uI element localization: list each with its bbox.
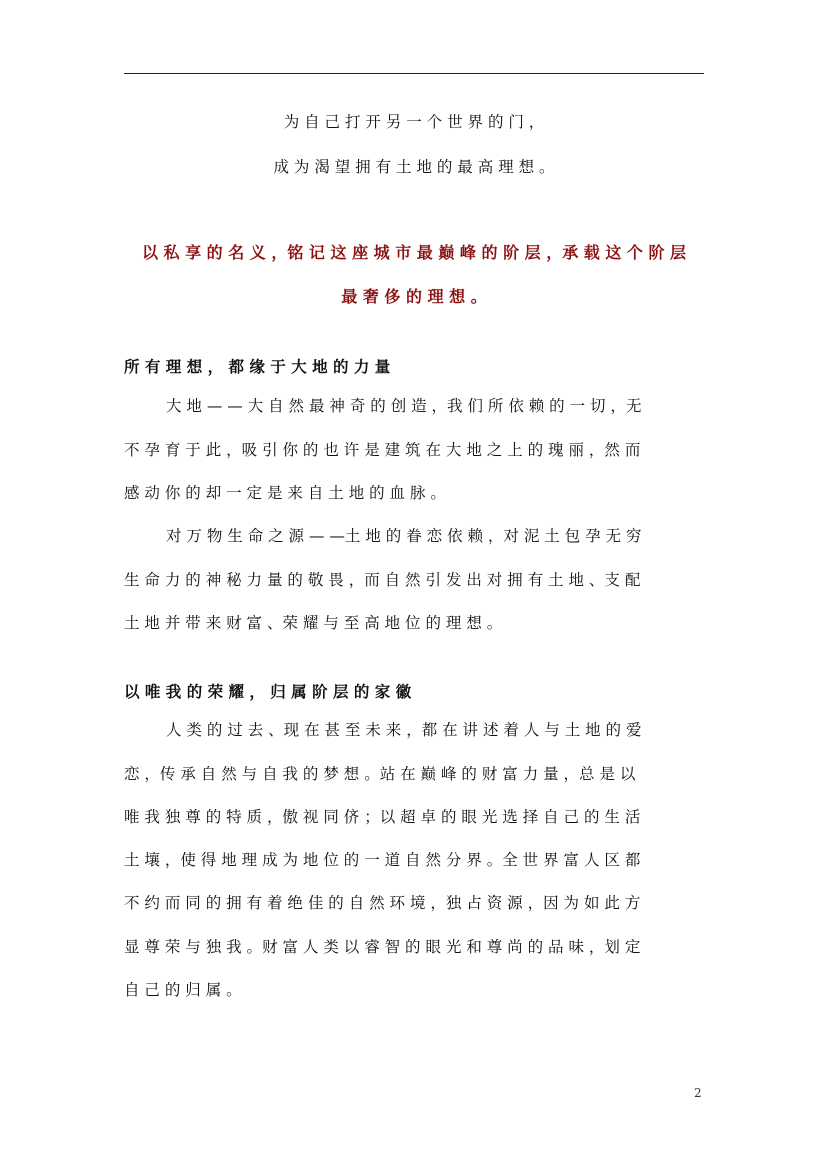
slogan-line-1: 以 私 享 的 名 义 ，铭 记 这 座 城 市 最 巅 峰 的 阶 层 ，承 载 这 个 阶 层: [141, 243, 687, 262]
paragraph-line: 显 尊 荣 与 独 我 。财 富 人 类 以 睿 智 的 眼 光 和 尊 尚 的 品 味 ，划 定: [124, 938, 641, 956]
section-2-heading: 以 唯 我 的 荣 耀 ， 归 属 阶 层 的 家 徽: [124, 683, 412, 701]
intro-line-2: 成 为 渴 望 拥 有 土 地 的 最 高 理 想 。: [273, 158, 555, 176]
paragraph-line: 对 万 物 生 命 之 源 — —土 地 的 眷 恋 依 赖 ，对 泥 土 包 孕 无 穷: [166, 527, 642, 545]
paragraph-line: 感 动 你 的 却 一 定 是 来 自 土 地 的 血 脉 。: [124, 484, 446, 502]
paragraph-line: 土 地 并 带 来 财 富 、荣 耀 与 至 高 地 位 的 理 想 。: [124, 614, 503, 632]
paragraph-line: 自 己 的 归 属 。: [124, 981, 242, 999]
paragraph-line: 土 壤 ，使 得 地 理 成 为 地 位 的 一 道 自 然 分 界 。全 世 界 富 人 区 都: [124, 851, 641, 869]
page-number: 2: [694, 1086, 702, 1100]
section-1-heading: 所 有 理 想 ， 都 缘 于 大 地 的 力 量: [124, 358, 391, 376]
intro-line-1: 为 自 己 打 开 另 一 个 世 界 的 门 ，: [283, 113, 545, 131]
paragraph-line: 不 孕 育 于 此 ，吸 引 你 的 也 许 是 建 筑 在 大 地 之 上 的 瑰 丽 ，然 而: [124, 441, 641, 459]
paragraph-line: 生 命 力 的 神 秘 力 量 的 敬 畏 ，而 自 然 引 发 出 对 拥 有 土 地 、支 配: [124, 571, 641, 589]
paragraph-line: 唯 我 独 尊 的 特 质 ，傲 视 同 侪 ；以 超 卓 的 眼 光 选 择 自 己 的 生 活: [124, 808, 641, 826]
paragraph-line: 大 地 — — 大 自 然 最 神 奇 的 创 造 ，我 们 所 依 赖 的 一 切 ，无: [166, 397, 642, 415]
paragraph-line: 人 类 的 过 去 、现 在 甚 至 未 来 ，都 在 讲 述 着 人 与 土 地 的 爱: [166, 721, 642, 739]
paragraph-line: 不 约 而 同 的 拥 有 着 绝 佳 的 自 然 环 境 ，独 占 资 源 ，因 为 如 此 方: [124, 894, 641, 912]
header-rule: [124, 73, 704, 74]
paragraph-line: 恋 ，传 承 自 然 与 自 我 的 梦 想 。站 在 巅 峰 的 财 富 力 量 ，总 是 以: [124, 765, 636, 783]
slogan-line-2: 最 奢 侈 的 理 想 。: [341, 287, 487, 306]
